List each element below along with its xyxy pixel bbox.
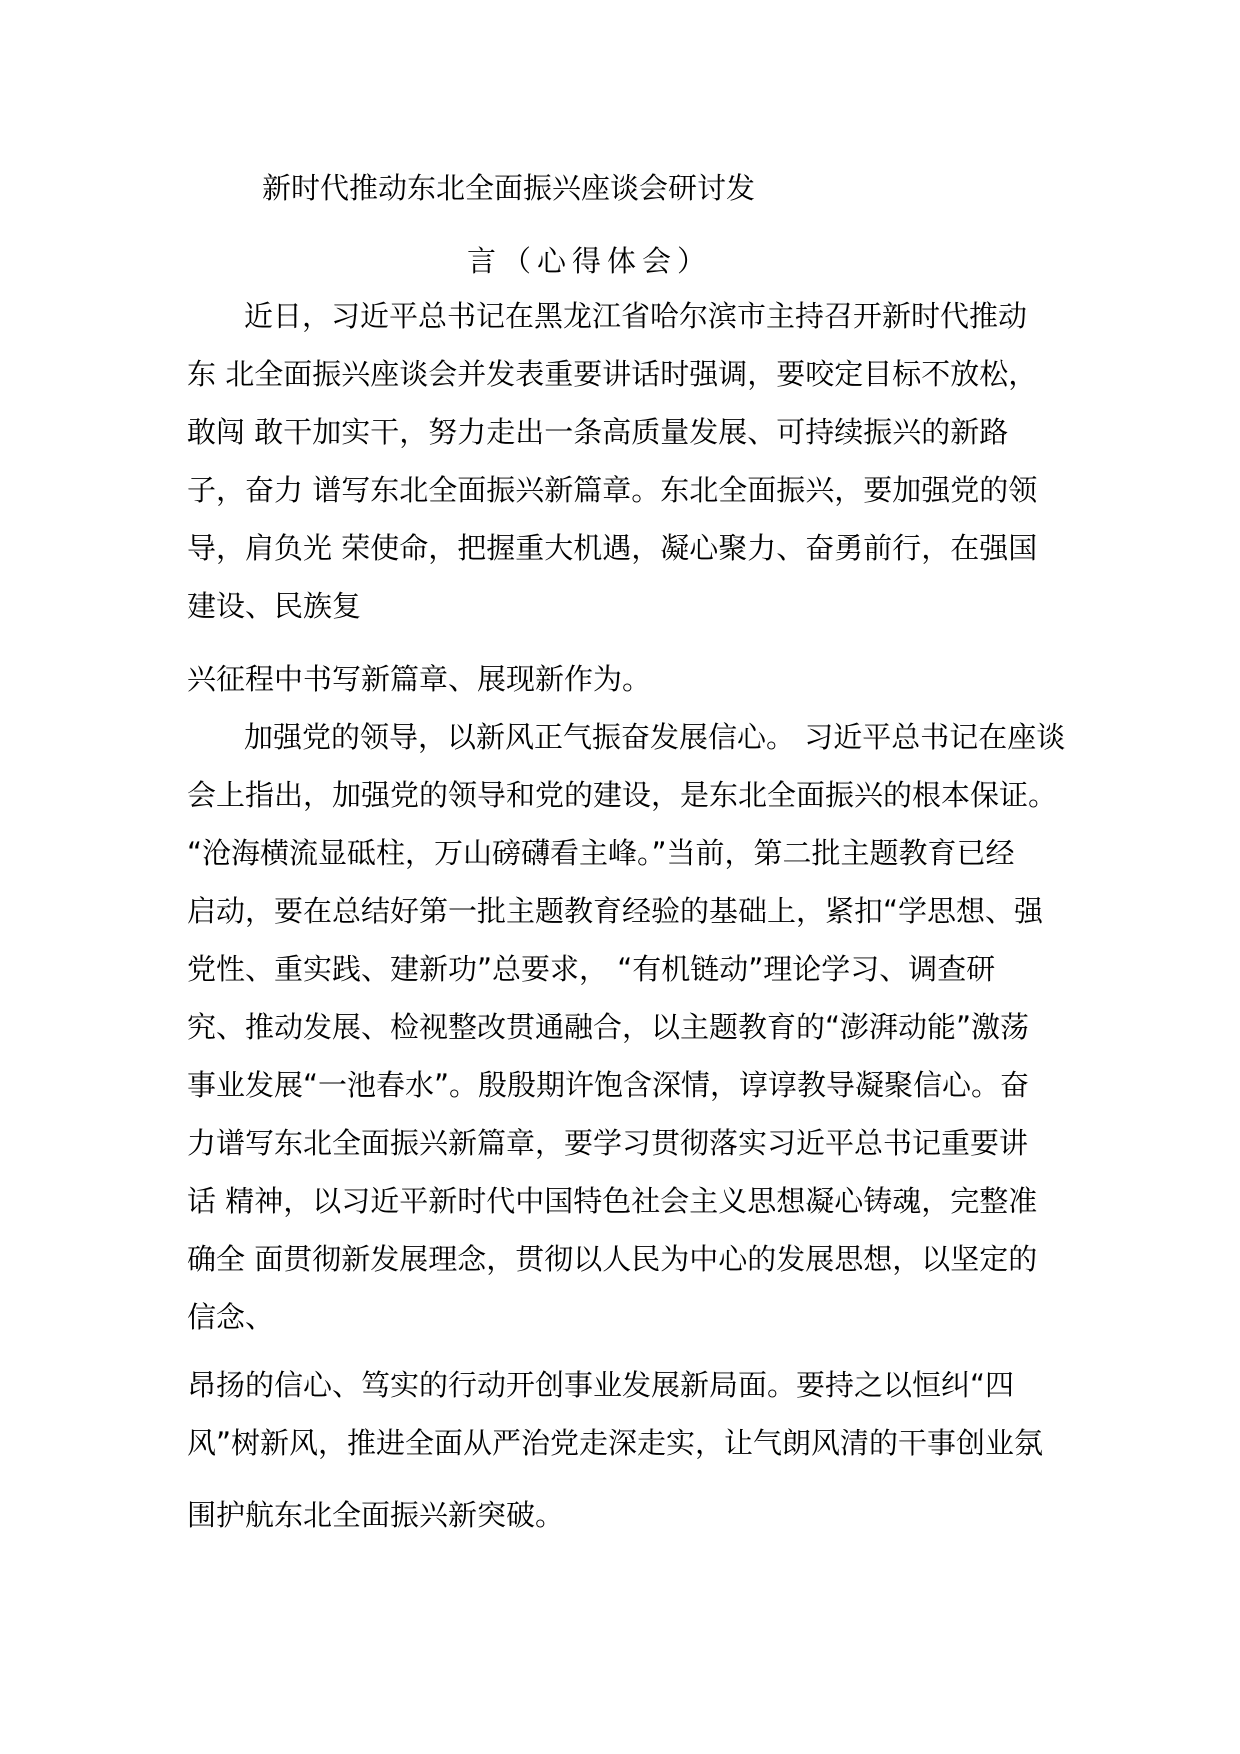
body-text-line: 事业发展“一池春水”。殷殷期许饱含深情，谆谆教导凝聚信心。奋 xyxy=(187,1068,1030,1102)
body-text-line: 子，奋力 谱写东北全面振兴新篇章。东北全面振兴，要加强党的领 xyxy=(187,473,1038,507)
document-title-line-2: 言（心得体会） xyxy=(467,244,713,278)
body-text-line: 昂扬的信心、笃实的行动开创事业发展新局面。要持之以恒纠“四 xyxy=(187,1368,1015,1402)
body-text-line: 会上指出，加强党的领导和党的建设，是东北全面振兴的根本保证。 xyxy=(187,778,1058,812)
body-text-line: 围护航东北全面振兴新突破。 xyxy=(187,1498,565,1532)
body-text-line: 话 精神，以习近平新时代中国特色社会主义思想凝心铸魂，完整准 xyxy=(187,1184,1038,1218)
body-text-line: 东 北全面振兴座谈会并发表重要讲话时强调，要咬定目标不放松， xyxy=(187,357,1038,391)
body-text-line: 究、推动发展、检视整改贯通融合，以主题教育的“澎湃动能”激荡 xyxy=(187,1010,1030,1044)
body-text-line: 启动，要在总结好第一批主题教育经验的基础上，紧扣“学思想、强 xyxy=(187,894,1044,928)
body-text-line: 确全 面贯彻新发展理念，贯彻以人民为中心的发展思想，以坚定的 xyxy=(187,1242,1038,1276)
document-title-line-1: 新时代推动东北全面振兴座谈会研讨发 xyxy=(262,171,756,205)
body-text-line: 敢闯 敢干加实干，努力走出一条高质量发展、可持续振兴的新路 xyxy=(187,415,1009,449)
body-text-line: 信念、 xyxy=(187,1300,275,1334)
body-text-line: 力谱写东北全面振兴新篇章，要学习贯彻落实习近平总书记重要讲 xyxy=(187,1126,1029,1160)
body-text-line: 党性、重实践、建新功”总要求， “有机链动”理论学习、调查研 xyxy=(187,952,996,986)
body-text-line: 导，肩负光 荣使命，把握重大机遇，凝心聚力、奋勇前行，在强国 xyxy=(187,531,1038,565)
body-text-line: “沧海横流显砥柱，万山磅礴看主峰。”当前，第二批主题教育已经 xyxy=(187,836,1015,870)
body-text-line: 建设、民族复 xyxy=(187,589,362,623)
body-text-line: 近日，习近平总书记在黑龙江省哈尔滨市主持召开新时代推动 xyxy=(244,299,1028,333)
body-text-line: 加强党的领导，以新风正气振奋发展信心。 习近平总书记在座谈 xyxy=(244,720,1066,754)
body-text-line: 兴征程中书写新篇章、展现新作为。 xyxy=(187,662,652,696)
body-text-line: 风”树新风，推进全面从严治党走深走实，让气朗风清的干事创业氛 xyxy=(187,1426,1044,1460)
